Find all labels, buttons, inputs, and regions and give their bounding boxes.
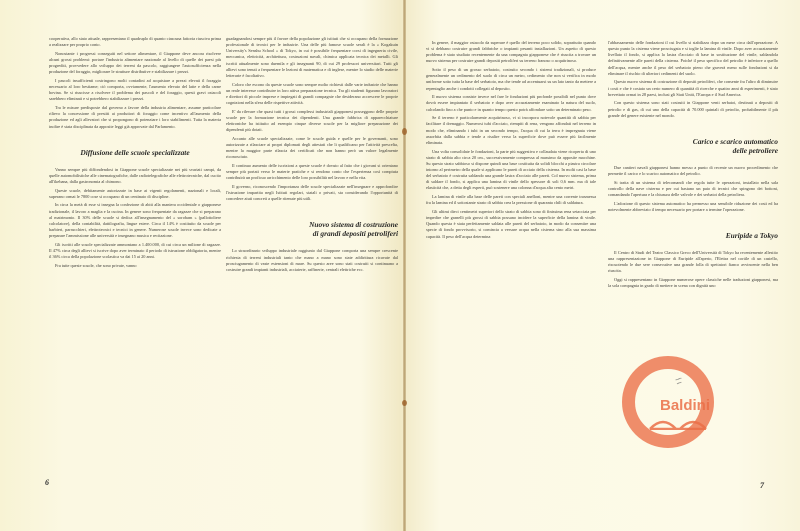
right-column-1 [426, 40, 596, 242]
section-heading: Diffusione delle scuole specializzate [80, 147, 190, 157]
right-page [408, 0, 800, 531]
stamp-logo-icon [648, 416, 708, 430]
paragraph: Queste scuole, debitamente autorizzate in base ai vigenti regolamenti, nazionali e locali, superano ormai le 7800 cose si occupano di un centinaio di discipline. [49, 187, 221, 199]
paragraph: Il governo, riconoscendo l'importanza delle scuole specializzate nell'insegnare e approfondire l'istruzione impartita negli Istituti regolari, statali o privati, sta considerando l'opportunità di concedere aiuti concreti a quelle ritenute più utili. [226, 183, 398, 202]
left-page [12, 0, 404, 531]
paragraph: Con questo sistema sono stati costruiti in Giappone venti serbatoi, destinati a depositi di petrolio e di gas, di cui uno della capacità di 70.000 quintali di petrolio, probabilmente il più grande del genere esistente nel mondo. [608, 100, 778, 118]
section-heading: Euripide a Tokyo [725, 230, 778, 240]
stamp-label: Baldini [660, 397, 711, 414]
paragraph: La lamina di vinile alla base delle pareti con speciali anelloni, mentre una corrente trasmessa fra la lamina ed il sottostante strato di sabbia crea la pressione di quaranta chili di saldatura. [426, 194, 596, 206]
paragraph: Il Centro di Studi del Teatro Classico Greco dell'Università di Tokyo ha recentemente allestito una rappresentazione in Giappone di Euripide all'aperto, l'Elettra nel cortile di un castello, riscuotendo le due sere consecutive una grande folla di spettatori fianco avvincente nella ben riuscita. [608, 249, 778, 274]
stamp-small-text: ▪▪▪▪▪ ▪▪▪▪ [674, 376, 683, 386]
paragraph: Oggi si rappresentano in Giappone numerose opere classiche nelle traduzioni giapponesi, ma la sola compagnia in grado di mettere in scena con dignità uno [608, 277, 778, 289]
paragraph: Lo straordinario sviluppo industriale raggiunto dal Giappone comporta una sempre crescente richiesta di terreni industriali tanto che mano a mano sono state addirittura ricavate dal prosciugamento di vaste estensioni di mare. Su questo aree sono stati costruiti si continuano a costruire grandi impianti industriali, acciaierie, raffinerie, centrali elettriche ecc. [226, 248, 398, 272]
paragraph: I pascoli insufficienti costringono molti contadini ad acquistare a prezzi elevati il foraggio necessario al loro bestiame; ciò comporta, ovviamente, l'aumento elevato del latte e della carne bovina. Se si riuscisse a risolvere il problema dei pascoli e del foraggio, questi gravi ostacoli sarebbero eliminati e si potrebbero stabilizzare i prezzi. [49, 77, 221, 102]
paragraph: Il continuo aumento delle iscrizioni a queste scuole è dovuto al fatto che i giovani si orientano sempre più portati verso le materie pratiche e si rendono conto che l'esperienza così compiuta contribuirà un proficuo arricchimento delle loro possibilità nel lavoro e nella vita. [226, 162, 398, 181]
paragraph: Sotto il peso di un grosso serbatoio, costruito secondo i sistemi tradizionali, si produce generalmente un cedimento del suolo di circa un metro, cedimento che non si verifica in modo uniforme sotto tutta la base del serbatoio, ma che tende ad accentuarsi su un lato tanto da mettere a repentaglio anche i condotti collegati al deposito. [426, 67, 596, 91]
paragraph: Una volta consolidate le fondazioni, la parte più suggestiva e collaudata viene ricoperta di uno strato di sabbia alto circa 20 cm., successivamente compressa al massimo da apposite macchine. Su questo strato sabbioso si dispone quindi una base costituita da solidi blocchi a piastra circolare intorno al perimetro della quale si applicano le pareti di acciaio della cisterna. In molti casi la base del serbatoio è costruita saldando una grande lastra d'acciaio alle pareti. Col nuovo sistema, prima di saldare il fondo, si applica una lamina di vinile dello spessore di soli 0,6 mm. ma di tale elasticità che, a detta degli esperti, può sostenere una colonna d'acqua alta cento metri. [426, 148, 596, 191]
left-column-2 [226, 36, 398, 276]
spine-stain [402, 128, 407, 135]
paragraph: E' da rilevare che quasi tutti i grossi complessi industriali giapponesi posseggono delle proprie scuole per la formazione tecnica dei dipendenti. Una grande fabbrica di apparecchiature elettroniche ha istituito ad esempio cinque diverse scuole per la migliore preparazione dei dipendenti più dotati. [226, 108, 398, 133]
paragraph: Gli iscritti alle scuole specializzate ammontano a 1.400.000, di cui circa un milione di ragazze. Il 47% circa degli allievi si iscrive dopo aver terminato il periodo di istruzione obbligatoria, mentre il 36% circa della popolazione scolastica va dai 15 ai 20 anni. [49, 241, 221, 260]
paragraph: Vanno sempre più diffondendosi in Giappone scuole specializzate nei più svariati campi, da quelle automobilistiche alle cinematografiche, dalle radiotelegrafiche alle elettrotecniche, dal cucito all'ikebana, dalla gastronomia al chimono. [49, 166, 221, 184]
paragraph: Accanto alle scuole specializzate, come le scuole guida e quelle per le governanti, sono autorizzate a rilasciare ai propri diplomati degli attestati che li qualificano per l'attività prescelta, mentre la maggior parte rilascia dei certificati che non hanno però un valore legalmente riconosciuto. [226, 135, 398, 160]
paragraph: Si tratta di un sistema di telecomandi che regola tutte le operazioni, installato nella sala controllo della nave cisterna e per cui bastano un paio di tecnici che spingono dei bottoni, comandando l'apertura e la chiusura delle valvole e dei serbatoi della petroliera. [608, 179, 778, 197]
paragraph: In circa la metà di esse si insegna la confezione di abiti alla maniera occidentale o giapponese tradizionale, il lavoro a maglia e la cucina. In genere sono frequentate da ragazze che si preparano al matrimonio. Il 30% delle scuole si dedica all'insegnamento del « sorobam » (pallottoliere calcolatore), della contabilità, dattilografia, lingue estere. Circa il 14% è costituito da scuole per barbieri, parrucchieri, elettrotecnici e tecnici in genere. Numerose scuole invece sono dedicate a preparare l'ammissione alle università e insegnano musica e recitazione. [49, 202, 221, 239]
spine-stain [402, 400, 407, 406]
paragraph: Nonostante i progressi conseguiti nel settore alimentare, il Giappone deve ancora risolvere alcuni grossi problemi: portare l'industria alimentare nazionale al livello di quelle dei paesi più progrediti, provvedere allo sviluppo dei terreni da pascolo, raggiungere l'autosufficienza nella produzione del foraggio, migliorare le strutture distributive e stabilizzare i prezzi. [49, 50, 221, 75]
left-column-1 [49, 36, 221, 272]
section-heading: Nuovo sistema di costruzione di grandi depositi petroliferi [309, 220, 398, 239]
paragraph: Gli ultimi dieci centimetri superiori dello strato di sabbia sono di finissima rena setacciata per impedire che granelli più grossi di sabbia possano incidere la superficie della lamina di vinile. Quando questa è stata perfettamente saldata alle pareti del serbatoio, in modo da consentire una specie di fondo provvisorio, si comincia a versare acqua nella cisterna sino alla sua massima capacità. Il peso dell'acqua determina [426, 208, 596, 239]
section-heading: Carico e scarico automatico delle petroliere [692, 136, 778, 155]
paragraph: Coloro che escono da queste scuole sono sempre molto richiesti dalle varie industrie che hanno un reale interesse contribuire in loro attiva preparazione tecnica. Tra gli studenti figurano lavoratori e direttori di piccole imprese e impiegati di grandi compagnie che desiderano accrescere le proprie cognizioni nella sfera delle rispettive attività. [226, 81, 398, 106]
paragraph: Fra tutte queste scuole, che sono private, vanno [55, 262, 137, 268]
paragraph: Questo nuovo sistema di costruzione di depositi petroliferi, che consente fra l'altro di diminuire i costi e che è costato un certo numero di quantità di ricerche e quattro anni di esperimenti, è stato brevettato ormai in 28 paesi, inclusi gli Stati Uniti, l'Europa e il Sud America. [608, 79, 778, 97]
right-column-2 [608, 40, 778, 292]
paragraph: Il nuovo sistema consiste invece nel fare le fondazioni più profonde possibili nel punto dove dovrà essere impiantato il serbatoio e dopo aver accuratamente esaminato la natura del suolo, calcolando fino a che punto e in quanto tempo questo potrà affondare sotto un determinato peso. [426, 94, 596, 112]
paragraph: In genere, il maggior ostacolo da superare è quello del terreno poco solido, soprattutto quando vi si debbano costruire grandi fabbriche o impianti pesanti installazioni. Un aspetto di questo problema è stato studiato recentemente da una compagnia giapponese che è riuscita a trovare un nuovo sistema per costruire grandi depositi petroliferi su terreno franoso o acquitrinoso. [426, 40, 596, 64]
paragraph: L'adozione di questo sistema automatico ha permesso una sensibile riduzione dei costi ed ha notevolmente abbreviato il tempo necessario per portare a termine l'operazione. [608, 200, 778, 212]
paragraph: l'abbassamento delle fondazioni il cui livello si stabilizza dopo un mese circa dall'operazione. A questo punto la cisterna viene prosciugata e si toglie la lamina di vinile. Dopo aver accuratamente livellato il fondo, si applica la lastra d'acciaio di base in sostituzione del vinile, saldandola definitivamente alle pareti della cisterna. Poiché il peso specifico del petrolio è inferiore a quello dell'acqua, mentre anche il peso del serbatoio pieno che graverà meno sulle fondazioni si da eliminare il rischio di ulteriori cedimenti del suolo. [608, 40, 778, 76]
paragraph: guadagnandosi sempre più il favore della popolazione gli istituti che si occupano della formazione professionale di tecnici per le industrie. Una delle più famose scuole serali è la « Kogakuin University's Senshu School » di Tokyo, in cui è possibile frequentare corsi di ingegneria civile, meccanica, elettricità, architettura, costruzioni navali, chimica applicata tecnica dei metalli. Gli iscritti attualmente sono duemila e gli insegnanti 90, di cui 29 professori universitari. Tutti gli allievi sono tenuti a frequentare le lezioni di matematica e di inglese, mentre lo studio delle materie letterarie è facoltativo. [226, 36, 398, 78]
page-number-right: 7 [760, 481, 764, 490]
paragraph: Due cantieri navali giapponesi hanno messo a punto di recente un nuovo procedimento che permette il carico e lo scarico automatico del petrolio. [608, 164, 778, 177]
page-number-left: 6 [45, 478, 49, 487]
paragraph: Tra le misure predisposte dal governo a favore della industria alimentare, assume particolare rilievo la concessione di prestiti ai produttori di foraggio come incentivo all'aumento della produzione ed agli allevatori che si propongono di potenziare i loro stabilimenti. Tutta la materia inoltre è stata disciplinata da apposite leggi già approvate dal Parlamento. [49, 105, 221, 129]
paragraph: Se il terreno è particolarmente acquitrinoso, vi si incorpora notevole quantità di sabbia per facilitare il drenaggio. Numerosi tubi d'acciaio, riempiti di rena, vengono affondati nel terreno in modo che, eliminando i tubi in un secondo tempo, l'acqua di cui la terra è impregnata viene assorbita dalla sabbia e tende a risalire verso la superficie dove può essere più facilmente eliminata. [426, 115, 596, 145]
book-spine [403, 0, 406, 531]
paragraph: cooperativa, allo stato attuale, rappresentano il quadruplo di quanto ciascuna fattoria riusciva prima a realizzare per proprio conto. [49, 36, 221, 48]
